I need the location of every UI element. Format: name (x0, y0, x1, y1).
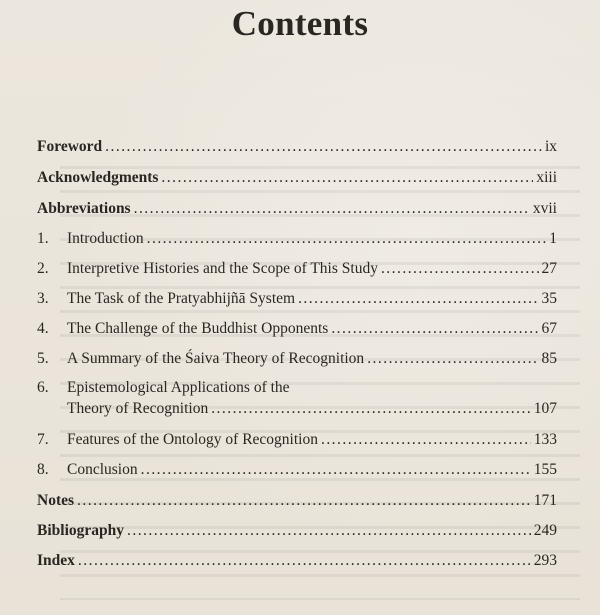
entry-page: 1 (549, 230, 557, 247)
leader-dots (161, 166, 533, 190)
entry-label: Foreword (37, 138, 103, 155)
chapter-number: 8. (37, 461, 49, 478)
entry-page: ix (544, 138, 557, 155)
leader-dots (331, 317, 538, 341)
entry-page: 155 (533, 461, 557, 478)
toc-entry-chapter-7 (37, 428, 557, 452)
leader-dots (134, 197, 530, 221)
entry-label: Bibliography (37, 522, 124, 539)
entry-page: 67 (541, 320, 557, 337)
toc-entry-abbreviations (37, 197, 557, 221)
leader-dots (141, 458, 531, 482)
toc-entry-foreword (37, 135, 557, 159)
chapter-number: 6. (37, 379, 49, 396)
leader-dots (381, 257, 539, 281)
toc-entry-acknowledgments (37, 166, 557, 190)
entry-label: Acknowledgments (37, 169, 159, 186)
chapter-number: 5. (37, 350, 49, 367)
entry-page: 171 (533, 492, 557, 509)
leader-dots (211, 397, 531, 421)
entry-page: 35 (541, 290, 557, 307)
entry-page: 133 (533, 431, 557, 448)
toc-entry-bibliography (37, 519, 557, 543)
leader-dots (147, 227, 547, 251)
entry-label: The Task of the Pratyabhijñā System (67, 290, 296, 307)
entry-label: Features of the Ontology of Recognition (67, 431, 318, 448)
entry-label: The Challenge of the Buddhist Opponents (67, 320, 329, 337)
entry-page: 107 (533, 400, 557, 417)
chapter-number: 2. (37, 260, 49, 277)
toc-entry-index (37, 549, 557, 573)
leader-dots (321, 428, 531, 452)
entry-label: Notes (37, 492, 75, 509)
chapter-number: 1. (37, 230, 49, 247)
toc-entry-chapter-4 (37, 317, 557, 341)
entry-label: Introduction (67, 230, 144, 247)
toc-entry-chapter-2 (37, 257, 557, 281)
toc-entry-chapter-6 (37, 397, 557, 421)
entry-page: 249 (533, 522, 557, 539)
leader-dots (127, 519, 531, 543)
entry-label: A Summary of the Śaiva Theory of Recognition (67, 350, 365, 367)
chapter-number: 4. (37, 320, 49, 337)
entry-page: 85 (541, 350, 557, 367)
entry-label: Index (37, 552, 75, 569)
leader-dots (78, 549, 531, 573)
leader-dots (367, 347, 538, 371)
entry-label: Interpretive Histories and the Scope of This Study (67, 260, 378, 277)
entry-page: xiii (536, 169, 557, 186)
entry-label: Conclusion (67, 461, 138, 478)
toc-entry-chapter-8 (37, 458, 557, 482)
entry-page: 27 (541, 260, 557, 277)
entry-page: xvii (532, 200, 557, 217)
toc-entry-notes (37, 489, 557, 513)
page-title: Contents (231, 4, 369, 43)
chapter-number: 7. (37, 431, 49, 448)
toc-entry-chapter-5 (37, 347, 557, 371)
toc-entry-chapter-1 (37, 227, 557, 251)
entry-page: 293 (533, 552, 557, 569)
entry-label: Abbreviations (37, 200, 131, 217)
entry-label: Theory of Recognition (67, 400, 209, 417)
chapter-number: 3. (37, 290, 49, 307)
leader-dots (105, 135, 542, 159)
entry-label-line1: Epistemological Applications of the (67, 379, 290, 396)
leader-dots (298, 287, 538, 311)
toc-entry-chapter-3 (37, 287, 557, 311)
leader-dots (77, 489, 531, 513)
